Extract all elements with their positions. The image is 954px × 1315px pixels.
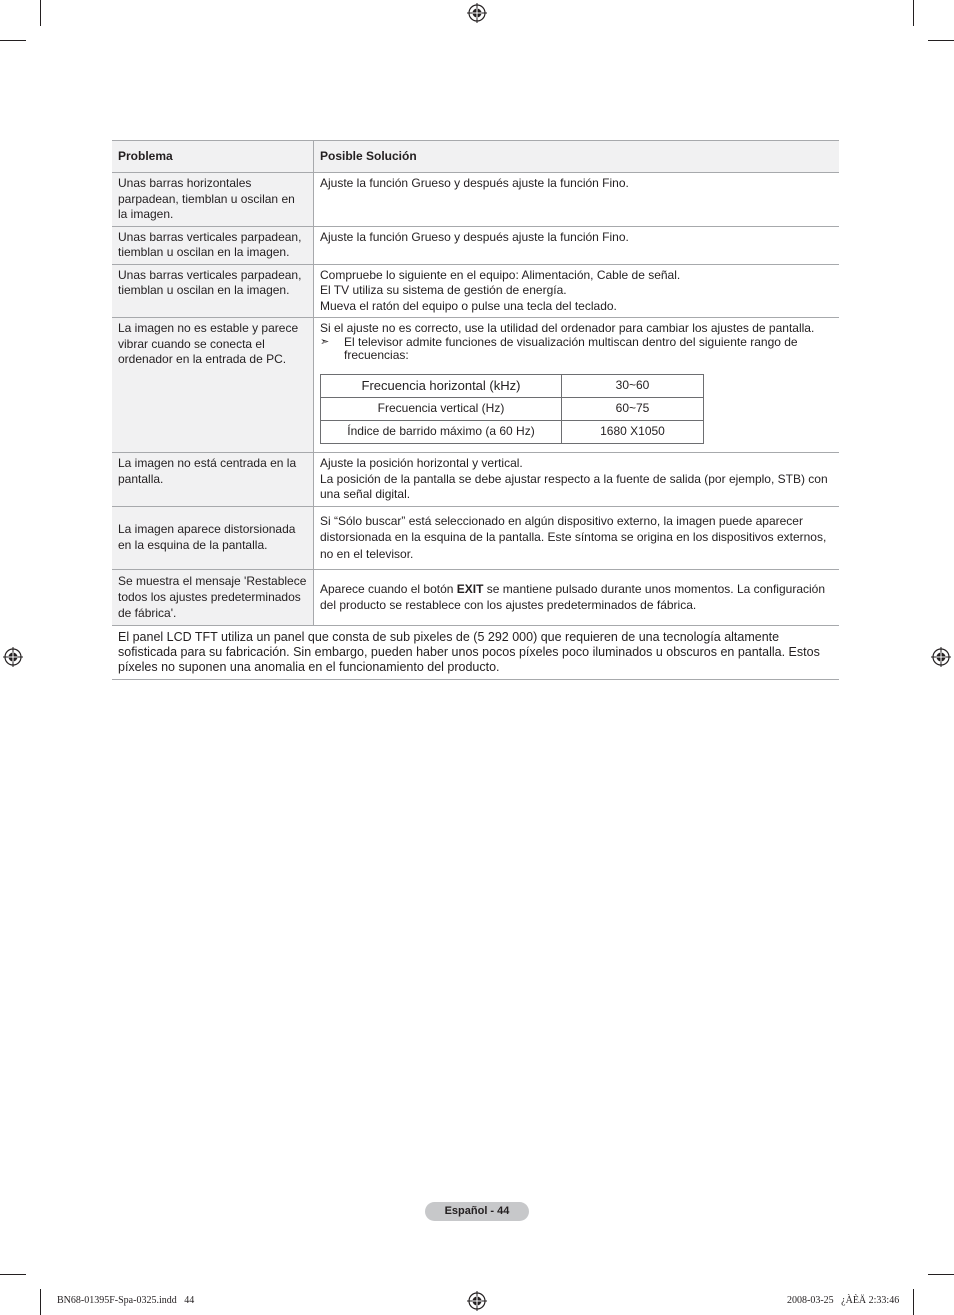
frequency-value: 30~60 xyxy=(562,375,704,398)
crop-mark xyxy=(913,0,914,26)
frequency-table xyxy=(320,374,704,444)
solution-text: Aparece cuando el botón xyxy=(320,582,457,596)
frequency-row xyxy=(321,421,704,444)
frequency-label: Frecuencia horizontal (kHz) xyxy=(321,375,562,398)
crop-mark xyxy=(928,40,954,41)
crop-mark xyxy=(40,0,41,26)
solution-text: se mantiene pulsado durante unos momentos. La configuración del producto se restablece con los ajustes predeterminados de fábrica. xyxy=(320,582,826,612)
page-number: Español - 44 xyxy=(425,1202,529,1221)
crop-mark xyxy=(913,1289,914,1315)
crop-mark xyxy=(0,40,26,41)
solution-cell xyxy=(314,264,840,318)
problem-cell: Unas barras verticales parpadean, tiemblan u oscilan en la imagen. xyxy=(112,264,314,318)
frequency-row xyxy=(321,375,704,398)
tip-note xyxy=(320,336,833,362)
solution-line: Si “Sólo buscar” está seleccionado en algún dispositivo externo, la imagen puede aparecer distorsionada en la esquina de la pantalla. Este síntoma se origina en los dispositivos externos, no en el televisor. xyxy=(320,513,827,561)
problem-cell: Unas barras verticales parpadean, tiemblan u oscilan en la imagen. xyxy=(112,226,314,264)
table-row xyxy=(112,506,839,569)
crop-mark xyxy=(928,1274,954,1275)
tip-arrow-icon: ➣ xyxy=(320,336,330,348)
registration-mark-icon xyxy=(3,647,23,667)
solution-line: La posición de la pantalla se debe ajustar respecto a la fuente de salida (por ejemplo, STB) con una señal digital. xyxy=(320,471,828,501)
problem-cell: La imagen aparece distorsionada en la esquina de la pantalla. xyxy=(112,506,314,569)
solution-cell xyxy=(314,226,840,264)
table-row xyxy=(112,264,839,318)
solution-line: Ajuste la función Grueso y después ajuste la función Fino. xyxy=(320,229,629,244)
problem-cell: La imagen no es estable y parece vibrar cuando se conecta el ordenador en la entrada de PC. xyxy=(112,318,314,453)
file-slug: BN68-01395F-Spa-0325.indd 44 xyxy=(57,1295,195,1306)
frequency-value: 60~75 xyxy=(562,398,704,421)
solution-line: Mueva el ratón del equipo o pulse una tecla del teclado. xyxy=(320,298,617,313)
solution-cell xyxy=(314,173,840,227)
header-solution: Posible Solución xyxy=(314,141,840,173)
frequency-label: Índice de barrido máximo (a 60 Hz) xyxy=(321,421,562,444)
table-row xyxy=(112,318,839,453)
crop-mark xyxy=(0,1274,26,1275)
table-header-row xyxy=(112,141,839,173)
problem-cell: Se muestra el mensaje 'Restablece todos los ajustes predeterminados de fábrica'. xyxy=(112,569,314,625)
frequency-value: 1680 X1050 xyxy=(562,421,704,444)
lcd-panel-note: El panel LCD TFT utiliza un panel que consta de sub pixeles de (5 292 000) que requieren de una tecnología altamente sofisticada para su fabricación. Sin embargo, pueden haber unos pocos píxeles poco iluminados u obscuros en pantalla. Estos píxeles no suponen una anomalia en el funcionamiento del producto. xyxy=(112,625,839,679)
troubleshooting-table xyxy=(112,140,839,680)
note-row xyxy=(112,625,839,679)
solution-line: El TV utiliza su sistema de gestión de energía. xyxy=(320,283,567,297)
solution-cell xyxy=(314,453,840,507)
solution-cell xyxy=(314,318,840,453)
table-row xyxy=(112,226,839,264)
solution-line: Si el ajuste no es correcto, use la utilidad del ordenador para cambiar los ajustes de pantalla. xyxy=(320,321,815,335)
problem-cell: Unas barras horizontales parpadean, tiemblan u oscilan en la imagen. xyxy=(112,173,314,227)
table-row xyxy=(112,173,839,227)
frequency-row xyxy=(321,398,704,421)
header-problem: Problema xyxy=(112,141,314,173)
registration-mark-icon xyxy=(931,647,951,667)
registration-mark-icon xyxy=(467,1291,487,1311)
solution-cell xyxy=(314,506,840,569)
solution-line: Ajuste la posición horizontal y vertical. xyxy=(320,456,523,470)
solution-cell xyxy=(314,569,840,625)
problem-cell: La imagen no está centrada en la pantalla. xyxy=(112,453,314,507)
table-row xyxy=(112,453,839,507)
registration-mark-icon xyxy=(467,3,487,23)
tip-text: El televisor admite funciones de visualización multiscan dentro del siguiente rango de frecuencias: xyxy=(344,335,798,362)
print-timestamp: 2008-03-25 ¿ÀÈÄ 2:33:46 xyxy=(787,1295,900,1306)
crop-mark xyxy=(40,1289,41,1315)
solution-line: Ajuste la función Grueso y después ajuste la función Fino. xyxy=(320,176,629,190)
frequency-label: Frecuencia vertical (Hz) xyxy=(321,398,562,421)
solution-line: Compruebe lo siguiente en el equipo: Alimentación, Cable de señal. xyxy=(320,267,681,282)
table-row xyxy=(112,569,839,625)
exit-button-name: EXIT xyxy=(456,582,484,596)
